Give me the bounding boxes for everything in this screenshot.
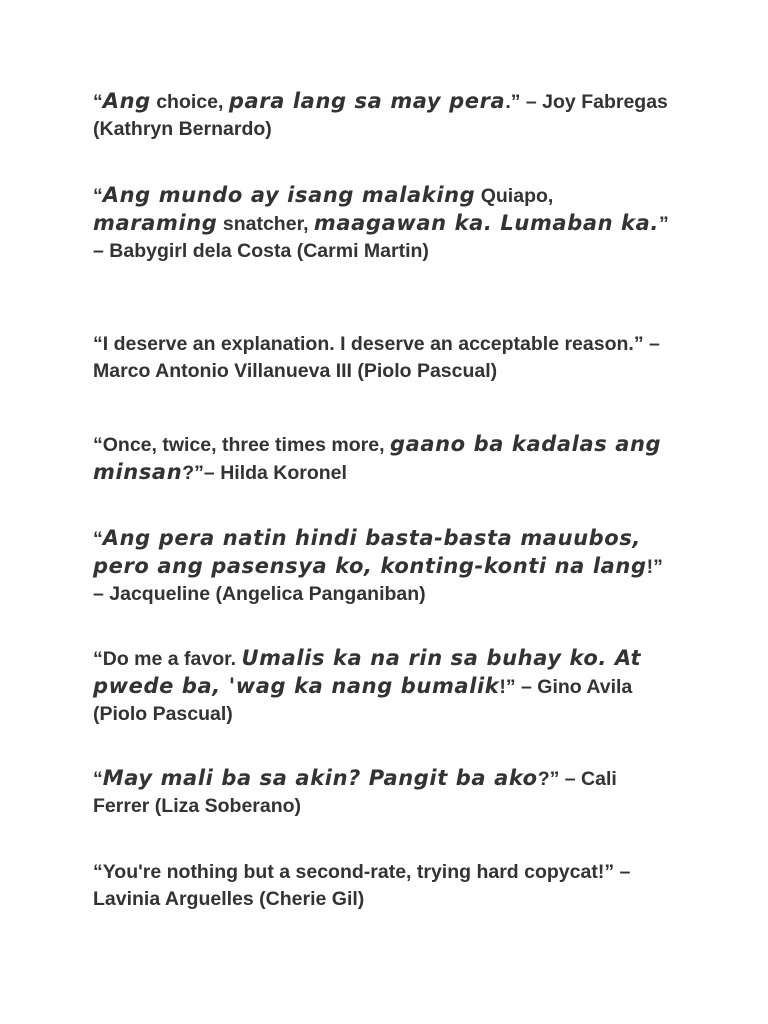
- quote-text: snatcher,: [217, 213, 314, 235]
- quote-attribution: ?” – Cali Ferrer (Liza Soberano): [93, 768, 617, 817]
- quote-7: [93, 765, 678, 820]
- quote-8: [93, 859, 678, 913]
- quote-attribution: ” – Babygirl dela Costa (Carmi Martin): [93, 213, 669, 262]
- quote-text-italic: para lang sa may pera: [228, 89, 506, 113]
- quote-text: “You're nothing but a second-rate, trying hard copycat!” – Lavinia Arguelles (Cherie Gil): [93, 861, 631, 910]
- quote-text-italic: maagawan ka. Lumaban ka.: [313, 211, 659, 235]
- quote-attribution: !” – Gino Avila (Piolo Pascual): [93, 676, 633, 725]
- quote-text: “Do me a favor.: [93, 648, 242, 670]
- quote-text: “: [93, 185, 103, 207]
- quote-text: “: [93, 91, 103, 113]
- quote-text: “I deserve an explanation. I deserve an acceptable reason.” – Marco Antonio Villanueva III (Piolo Pascual): [93, 333, 660, 382]
- quote-1: [93, 88, 678, 143]
- quote-text-italic: Umalis ka na rin sa buhay ko. At pwede ba, 'wag ka nang bumalik: [93, 646, 642, 698]
- quote-3: [93, 331, 678, 385]
- quote-text-italic: maraming: [93, 211, 218, 235]
- quote-text: choice,: [150, 91, 229, 113]
- quote-attribution: !” – Jacqueline (Angelica Panganiban): [93, 556, 663, 605]
- quote-text: “: [93, 528, 103, 550]
- quote-4: [93, 431, 678, 487]
- quote-6: [93, 645, 678, 728]
- quote-2: [93, 182, 678, 265]
- quote-attribution: .” – Joy Fabregas (Kathryn Bernardo): [93, 91, 668, 140]
- quote-text-italic: Ang mundo ay isang malaking: [102, 183, 476, 207]
- quote-5: [93, 525, 678, 608]
- quote-text-italic: Ang pera natin hindi basta-basta mauubos, pero ang pasensya ko, konting-konti na lang: [93, 526, 647, 578]
- quote-attribution: ?”– Hilda Koronel: [182, 462, 347, 484]
- quote-text: “Once, twice, three times more,: [93, 434, 390, 456]
- quote-text-italic: gaano ba kadalas ang minsan: [93, 432, 662, 484]
- quote-text-italic: May mali ba sa akin? Pangit ba ako: [102, 766, 538, 790]
- quote-text-italic: Ang: [102, 89, 151, 113]
- quote-text: Quiapo,: [475, 185, 554, 207]
- quote-text: “: [93, 768, 103, 790]
